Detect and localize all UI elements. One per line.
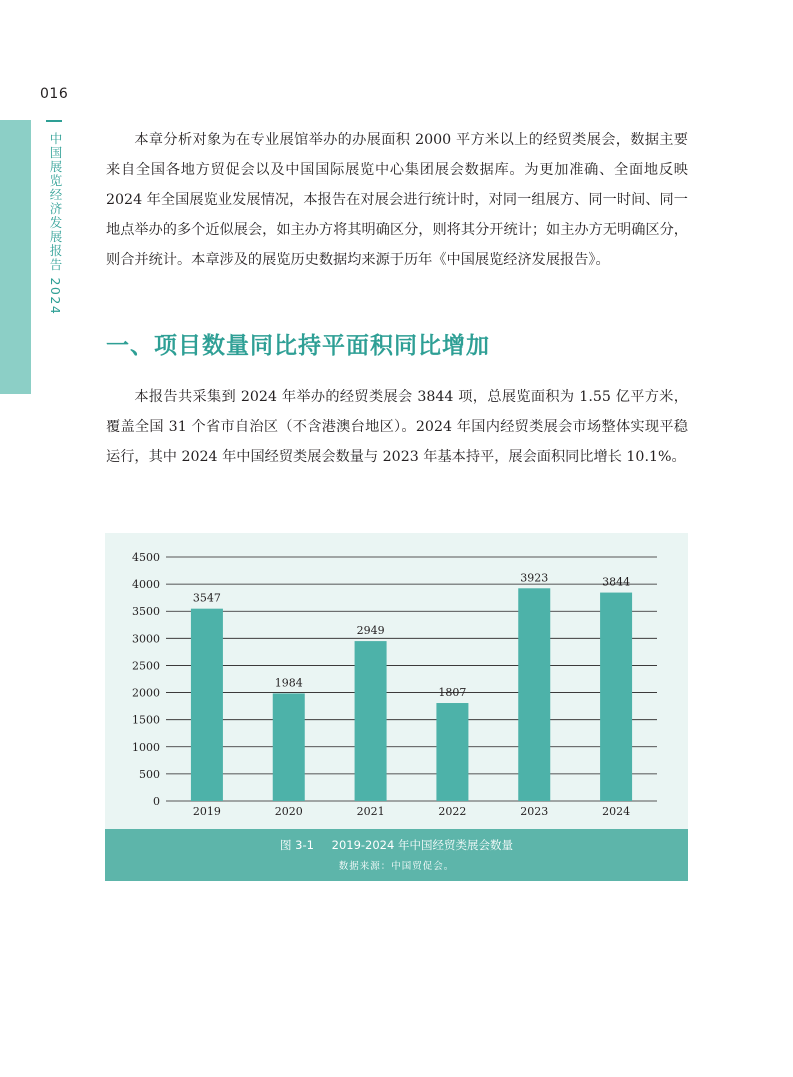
y-tick-label: 2000 [132,686,160,700]
caption-title-line [105,837,688,853]
bar [436,703,468,801]
section-heading: 一、项目数量同比持平面积同比增加 [106,333,490,359]
data-label: 3923 [520,571,549,585]
bar [355,641,387,801]
bar [600,593,632,801]
y-tick-label: 4500 [132,551,160,564]
chart-panel [105,533,688,829]
running-header-title: 中国展览经济发展报告 2024 [48,132,63,316]
figure-title: 2019-2024 年中国经贸类展会数量 [331,838,513,852]
x-tick-label: 2019 [192,805,221,818]
bar [273,693,305,801]
y-tick-label: 3000 [132,632,160,646]
bar [518,588,550,801]
data-label: 1807 [438,686,467,700]
y-tick-label: 1000 [132,740,160,754]
figure-caption [105,829,688,881]
side-color-tab [0,120,31,394]
x-tick-label: 2020 [274,805,303,818]
side-rule [46,120,62,122]
x-tick-label: 2021 [356,805,385,818]
data-label: 1984 [274,676,303,690]
x-tick-label: 2024 [602,805,631,818]
data-label: 3844 [602,575,631,589]
data-label: 2949 [356,624,385,638]
figure-number: 图 3-1 [280,838,314,852]
y-tick-label: 4000 [132,578,160,592]
section-paragraph: 本报告共采集到 2024 年举办的经贸类展会 3844 项，总展览面积为 1.55 亿平方米，覆盖全国 31 个省市自治区（不含港澳台地区）。2024 年国内经贸类展会市场整体实现平稳运行，其中 2024 年中国经贸类展会数量与 2023 年基本持平，展会面积同比增长 10.1%。 [106,389,688,465]
y-tick-label: 2500 [132,659,160,673]
intro-paragraph: 本章分析对象为在专业展馆举办的办展面积 2000 平方米以上的经贸类展会，数据主要来自全国各地方贸促会以及中国国际展览中心集团展会数据库。为更加准确、全面地反映 2024 年全国展览业发展情况，本报告在对展会进行统计时，对同一组展方、同一时间、同一地点举办的多个近似展会，如主办方将其明确区分，则将其分开统计；如主办方无明确区分，则合并统计。本章涉及的展览历史数据均来源于历年《中国展览经济发展报告》。 [106,132,688,268]
y-tick-label: 500 [139,767,160,781]
data-label: 3547 [192,591,221,605]
x-tick-label: 2023 [520,805,549,818]
y-tick-label: 3500 [132,605,160,619]
y-tick-label: 1500 [132,713,160,727]
bar-chart [105,533,688,829]
page-number: 016 [40,86,69,102]
figure [105,533,688,881]
y-tick-label: 0 [153,795,160,808]
figure-source: 数据来源：中国贸促会。 [338,861,455,872]
bar [191,609,223,801]
x-tick-label: 2022 [438,805,467,818]
